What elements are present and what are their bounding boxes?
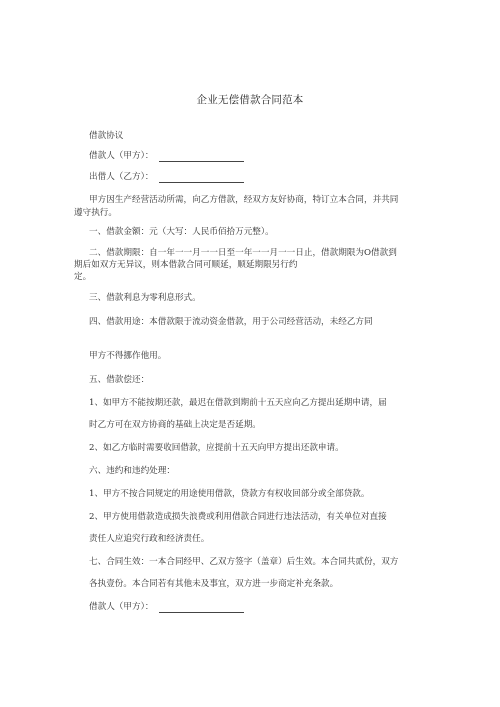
signature-borrower-line <box>89 601 244 613</box>
clause-3: 三、借款利息为零利息形式。 <box>89 293 201 303</box>
clause-7-line-2: 各执壹份。本合同若有其他未及事宜，双方进一步商定补充条款。 <box>89 579 339 589</box>
borrower-blank-field <box>159 151 244 162</box>
clause-5-title: 五、借款偿还： <box>89 375 150 385</box>
document-title: 企业无偿借款合同范本 <box>196 94 304 106</box>
borrower-label: 借款人（甲方）： <box>89 151 154 161</box>
lender-label: 出借人（乙方）： <box>89 172 154 182</box>
lender-line <box>89 171 244 183</box>
clause-1: 一、借款金额：元（大写：人民币佰拾万元整）。 <box>89 227 274 237</box>
clause-2-line-2: 期后如双方无异议，则本借款合同可顺延，顺延期限另行约 <box>74 260 298 270</box>
signature-borrower-label: 借款人（甲方）： <box>89 602 154 612</box>
clause-6-2-line-1: 2、甲方使用借款造成损失浪费或利用借款合同进行违法活动，有关单位对直接 <box>89 512 387 522</box>
intro-line-1: 甲方因生产经营活动所需，向乙方借款，经双方友好协商，特订立本合同，并共同 <box>89 195 399 205</box>
clause-5-2: 2、如乙方临时需要收回借款，应提前十五天向甲方提出还款申请。 <box>89 443 344 453</box>
agreement-heading: 借款协议 <box>89 131 124 141</box>
signature-borrower-blank-field <box>159 602 244 613</box>
clause-6-2-line-2: 责任人应追究行政和经济责任。 <box>89 534 210 544</box>
borrower-line <box>89 150 244 162</box>
clause-4-line-2: 甲方不得挪作他用。 <box>89 351 167 361</box>
clause-5-1-line-2: 时乙方可在双方协商的基础上决定是否延期。 <box>89 420 261 430</box>
lender-blank-field <box>159 172 244 183</box>
clause-2-line-1: 二、借款期限：自一年一一月一一日至一年一一月一一日止，借款期限为O借款到 <box>89 248 397 258</box>
clause-7-line-1: 七、合同生效：一本合同经甲、乙双方签字（盖章）后生效。本合同共贰份，双方 <box>89 557 399 567</box>
clause-4-line-1: 四、借款用途：本借款限于流动资金借款，用于公司经营活动，未经乙方同 <box>89 317 373 327</box>
clause-6-title: 六、违约和违约处理： <box>89 466 175 476</box>
clause-2-line-3: 定。 <box>74 272 92 282</box>
clause-6-1: 1、甲方不按合同规定的用途使用借款，贷款方有权收回部分或全部贷款。 <box>89 489 370 499</box>
intro-line-2: 遵守执行。 <box>74 208 117 218</box>
clause-5-1-line-1: 1、如甲方不能按期还款，最迟在借款到期前十五天应向乙方提出延期申请，届 <box>89 398 387 408</box>
